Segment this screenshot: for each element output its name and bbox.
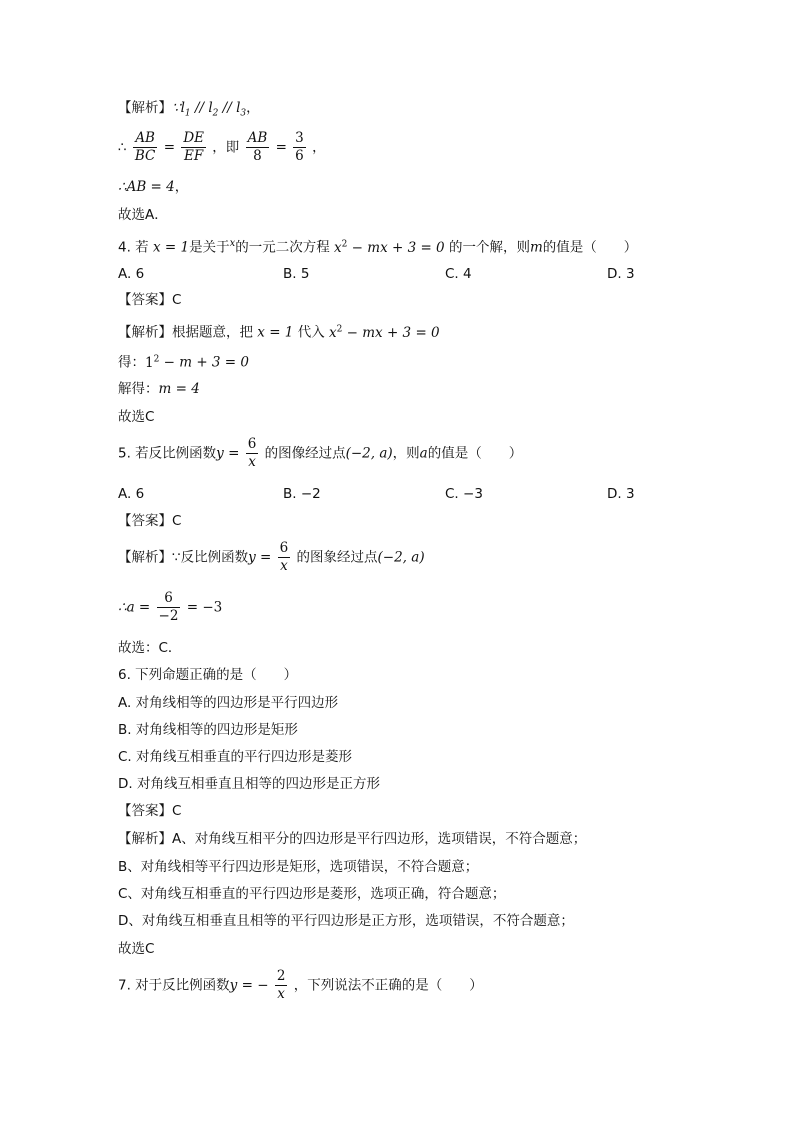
q6-answer: 【答案】C — [118, 803, 182, 819]
parallel-lines-statement: $\because l_1 // l_2 // l_3$ — [172, 100, 247, 119]
q5-choice: 故选：C． — [118, 640, 182, 656]
q5-calculation: ∴a = $\frac{6}{-2}$ = −3 — [118, 590, 223, 624]
q5-option-b: B. −2 — [283, 486, 321, 502]
q4-option-d: D. 3 — [607, 266, 635, 282]
q3-choice: 故选A． — [118, 207, 168, 223]
q6-option-c: C. 对角线互相垂直的平行四边形是菱形 — [118, 749, 353, 765]
q5-answer: 【答案】C — [118, 513, 182, 529]
q4-choice: 故选C — [118, 409, 155, 425]
q4-step1: 得：$1^2 - m + 3 = 0$ — [118, 354, 249, 371]
q6-analysis-d: D、对角线互相垂直且相等的平行四边形是正方形，选项错误，不符合题意； — [118, 913, 574, 929]
q3-analysis-given: 【解析】$\because l_1 // l_2 // l_3$， — [118, 100, 260, 119]
q4-option-a: A. 6 — [118, 266, 145, 282]
q4-option-c: C. 4 — [445, 266, 472, 282]
q6-option-d: D. 对角线互相垂直且相等的四边形是正方形 — [118, 776, 380, 792]
q4-step2: 解得：m = 4 — [118, 381, 200, 397]
q6-analysis-b: B、对角线相等平行四边形是矩形，选项错误，不符合题意； — [118, 859, 479, 875]
q6-analysis-a: 【解析】A、对角线互相平分的四边形是平行四边形，选项错误，不符合题意； — [118, 831, 587, 847]
q5-option-d: D. 3 — [607, 486, 635, 502]
fraction-de-ef: $\frac{DE}{EF}$ — [183, 130, 204, 164]
q6-stem: 6. 下列命题正确的是（ ） — [118, 667, 298, 683]
q5-option-c: C. −3 — [445, 486, 483, 502]
q7-function-fraction: $\frac{2}{x}$ — [276, 968, 286, 1002]
q4-stem: 4. 若 x = 1是关于$^x$的一元二次方程 $x^2$ − mx + 3 = 0 的一个解，则m的值是（ ） — [118, 238, 638, 256]
q4-equation: $x^2$ − mx + 3 = 0 — [334, 239, 445, 256]
q6-analysis-c: C、对角线互相垂直的平行四边形是菱形，选项正确，符合题意； — [118, 886, 506, 902]
fraction-ab-bc: $\frac{AB}{BC}$ — [134, 130, 156, 164]
analysis-label: 【解析】 — [118, 100, 172, 116]
q5-function-fraction: $\frac{6}{x}$ — [247, 436, 257, 470]
q6-choice: 故选C — [118, 941, 155, 957]
q6-option-a: A. 对角线相等的四边形是平行四边形 — [118, 695, 339, 711]
fraction-3-6: $\frac{3}{6}$ — [295, 130, 304, 164]
q5-analysis-fraction: $\frac{6}{x}$ — [279, 540, 289, 574]
q6-option-b: B. 对角线相等的四边形是矩形 — [118, 722, 298, 738]
fraction-ab-8: $\frac{AB}{8}$ — [247, 130, 268, 164]
q3-result: ∴AB = 4， — [118, 179, 189, 195]
q7-stem: 7. 对于反比例函数y = − $\frac{2}{x}$ ，下列说法不正确的是（ ） — [118, 968, 483, 1002]
q4-analysis: 【解析】根据题意，把 x = 1 代入 $x^2$ − mx + 3 = 0 — [118, 324, 440, 341]
q5-stem: 5. 若反比例函数y = $\frac{6}{x}$ 的图像经过点(−2, a)，则a的值是（ ） — [118, 436, 523, 470]
q3-proportion-line: ∴ $\frac{AB}{BC}$ = $\frac{DE}{EF}$ ，即 $\frac{AB}{8}$ = $\frac{3}{6}$ ， — [118, 130, 326, 164]
q4-option-b: B. 5 — [283, 266, 310, 282]
q4-answer: 【答案】C — [118, 292, 182, 308]
therefore-symbol: ∴ — [118, 139, 127, 156]
q5-calc-fraction: $\frac{6}{-2}$ — [158, 590, 179, 624]
q5-analysis: 【解析】∵反比例函数y = $\frac{6}{x}$ 的图象经过点(−2, a) — [118, 540, 425, 574]
q5-option-a: A. 6 — [118, 486, 145, 502]
